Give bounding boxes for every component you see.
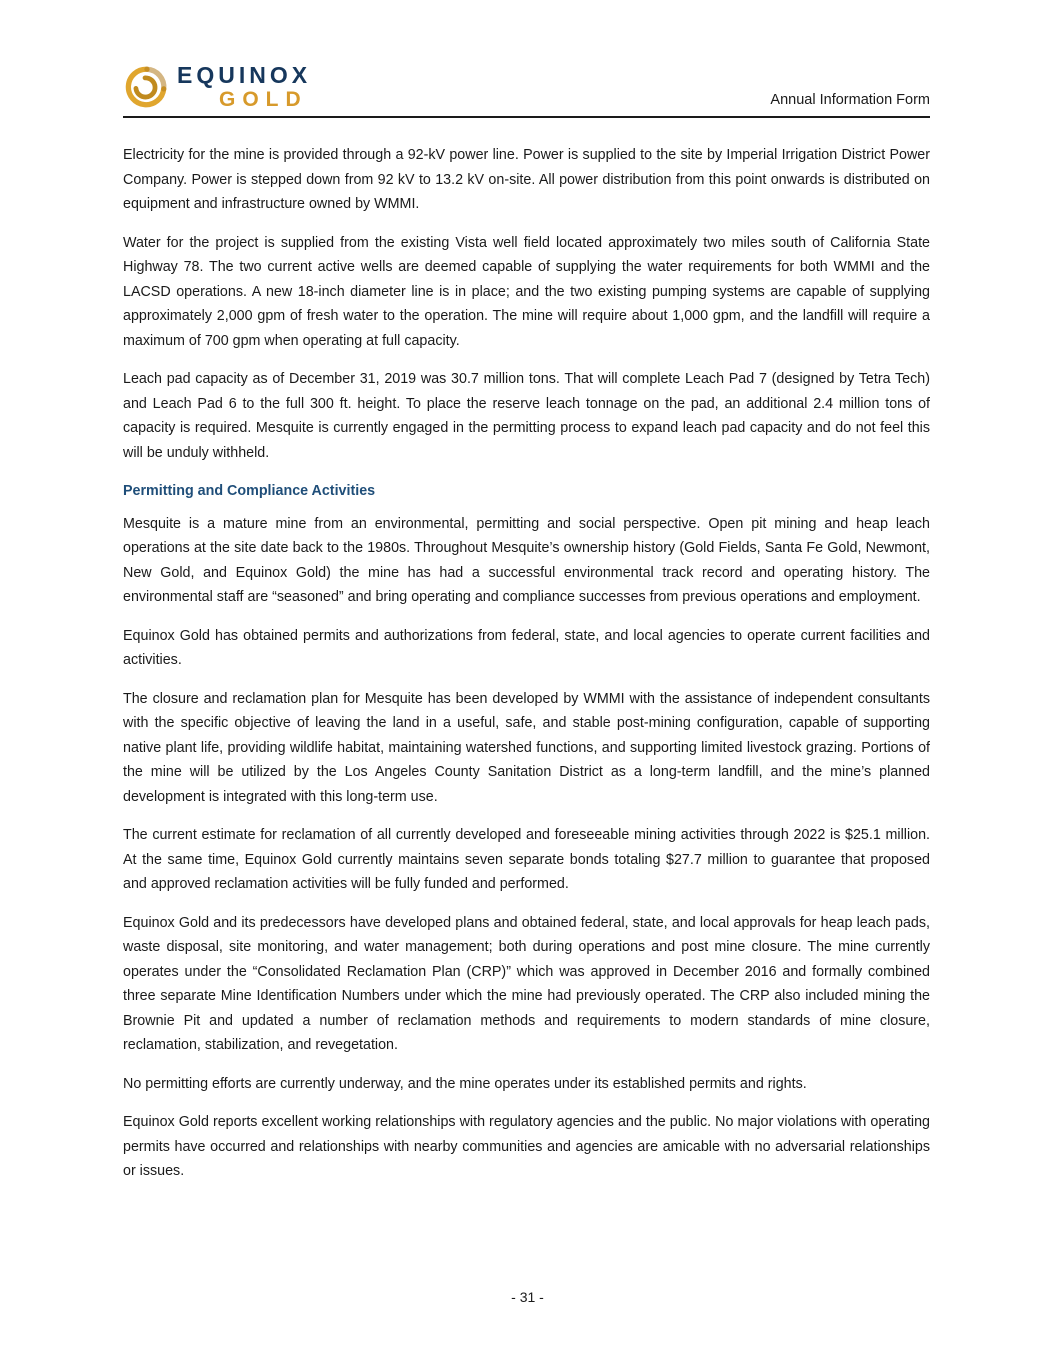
paragraph-electricity: Electricity for the mine is provided through a 92-kV power line. Power is supplied to the site by Imperial Irrigation District Power Company. Power is stepped down from 92 kV to 13.2 kV on-site. All power distribution from this point onwards is distributed on equipment and infrastructure owned by WMMI. xyxy=(123,147,930,212)
paragraph-regulatory-relationships: Equinox Gold reports excellent working relationships with regulatory agencies and the public. No major violations with operating permits have occurred and relationships with nearby communities and agencies are amicable with no adversarial relationships or issues. xyxy=(123,1114,930,1179)
equinox-gold-logo xyxy=(123,64,311,110)
logo-wordmark xyxy=(177,64,311,110)
document-body xyxy=(123,143,930,1198)
paragraph-permits-obtained: Equinox Gold has obtained permits and authorizations from federal, state, and local agencies to operate current facilities and activities. xyxy=(123,627,930,668)
paragraph-approvals-crp: Equinox Gold and its predecessors have developed plans and obtained federal, state, and local approvals for heap leach pads, waste disposal, site monitoring, and water management; both during operations and post mine closure. The mine currently operates under the “Consolidated Reclamation Plan (CRP)” which was approved in December 2016 and formally combined three separate Mine Identification Numbers under which the mine had previously operated. The CRP also included mining the Brownie Pit and updated a number of reclamation methods and requirements to modern standards of mine closure, reclamation, stabilization, and revegetation. xyxy=(123,914,930,1053)
page-header xyxy=(123,62,930,118)
section-heading-permitting-compliance: Permitting and Compliance Activities xyxy=(123,483,376,499)
paragraph-closure-reclamation-plan: The closure and reclamation plan for Mesquite has been developed by WMMI with the assistance of independent consultants with the specific objective of leaving the land in a useful, safe, and stable post-mining configuration, capable of supporting native plant life, providing wildlife habitat, maintaining watershed functions, and supporting limited livestock grazing. Portions of the mine will be utilized by the Los Angeles County Sanitation District as a long-term landfill, and the mine’s planned development is integrated with this long-term use. xyxy=(123,690,930,805)
equinox-knot-icon xyxy=(123,64,169,110)
paragraph-reclamation-estimate: The current estimate for reclamation of all currently developed and foreseeable mining activities through 2022 is $25.1 million. At the same time, Equinox Gold currently maintains seven separate bonds totaling $27.7 million to guarantee that proposed and approved reclamation activities will be fully funded and performed. xyxy=(123,827,930,892)
logo-text-gold: GOLD xyxy=(219,88,308,111)
paragraph-leach-pad-capacity: Leach pad capacity as of December 31, 2019 was 30.7 million tons. That will complete Leach Pad 7 (designed by Tetra Tech) and Leach Pad 6 to the full 300 ft. height. To place the reserve leach tonnage on the pad, an additional 2.4 million tons of capacity is required. Mesquite is currently engaged in the permitting process to expand leach pad capacity and do not feel this will be unduly withheld. xyxy=(123,371,930,461)
page-number: - 31 - xyxy=(511,1289,544,1305)
paragraph-water-supply: Water for the project is supplied from the existing Vista well field located approximately two miles south of California State Highway 78. The two current active wells are deemed capable of supplying the water requirements for both WMMI and the LACSD operations. A new 18-inch diameter line is in place; and the two existing pumping systems are capable of supplying approximately 2,000 gpm of fresh water to the operation. The mine will require about 1,000 gpm, and the landfill will require a maximum of 700 gpm when operating at full capacity. xyxy=(123,234,930,349)
paragraph-no-permitting-efforts: No permitting efforts are currently underway, and the mine operates under its established permits and rights. xyxy=(123,1075,807,1092)
logo-text-equinox: EQUINOX xyxy=(177,62,312,88)
page-footer xyxy=(0,1289,1055,1305)
document-title: Annual Information Form xyxy=(770,92,930,108)
paragraph-mature-mine: Mesquite is a mature mine from an environmental, permitting and social perspective. Open pit mining and heap leach operations at the site date back to the 1980s. Throughout Mesquite’s ownership history (Gold Fields, Santa Fe Gold, Newmont, New Gold, and Equinox Gold) the mine has had a successful environmental track record and operating history. The environmental staff are “seasoned” and bring operating and compliance successes from previous operations and employment. xyxy=(123,515,930,605)
